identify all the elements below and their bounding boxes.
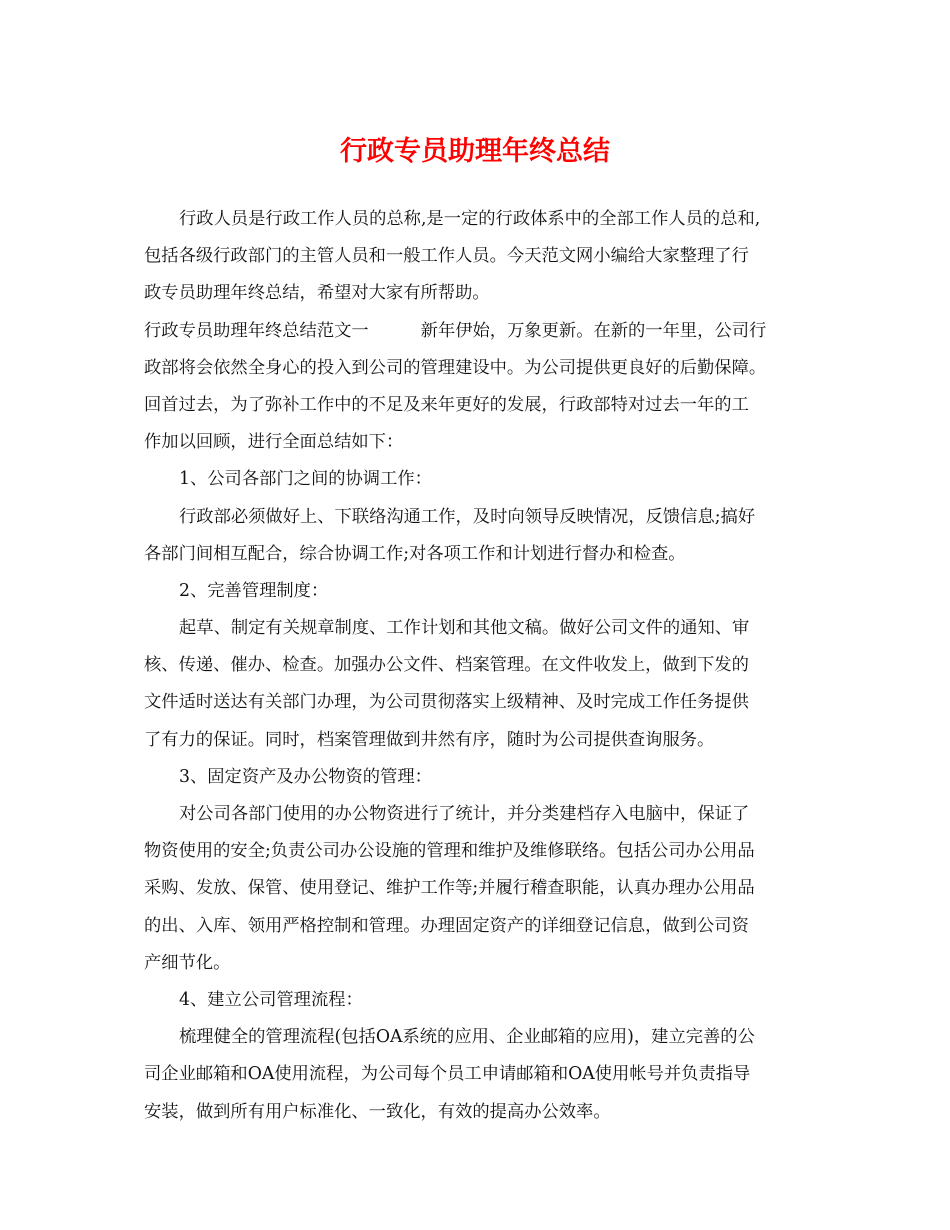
section-heading: 行政专员助理年终总结范文一 [144,320,369,341]
paragraph-line: 行政部必须做好上、下联络沟通工作，及时向领导反映情况，反馈信息;搞好 [179,506,756,527]
paragraph-line: 了有力的保证。同时，档案管理做到井然有序，随时为公司提供查询服务。 [144,729,715,750]
paragraph-line: 各部门间相互配合，综合协调工作;对各项工作和计划进行督办和检查。 [144,543,686,564]
paragraph-line: 物资使用的安全;负责公司办公设施的管理和维护及维修联络。包括公司办公用品 [144,841,755,862]
paragraph-line: 安装，做到所有用户标准化、一致化，有效的提高办公效率。 [144,1101,611,1122]
paragraph-text: 新年伊始，万象更新。在新的一年里，公司行 [420,320,767,341]
paragraph-line: 包括各级行政部门的主管人员和一般工作人员。今天范文网小编给大家整理了行 [144,246,749,267]
paragraph-line: 对公司各部门使用的办公物资进行了统计，并分类建档存入电脑中，保证了 [179,804,750,824]
document-body [144,201,808,1131]
list-heading: 2、完善管理制度： [179,580,329,601]
paragraph-line: 文件适时送达有关部门办理，为公司贯彻落实上级精神、及时完成工作任务提供 [144,692,749,713]
document-title: 行政专员助理年终总结 [340,136,610,167]
paragraph-line: 起草、制定有关规章制度、工作计划和其他文稿。做好公司文件的通知、审 [179,618,750,639]
paragraph-line: 核、传递、催办、检查。加强办公文件、档案管理。在文件收发上，做到下发的 [144,655,749,676]
list-heading: 1、公司各部门之间的协调工作： [179,469,432,490]
paragraph-line: 政部将会依然全身心的投入到公司的管理建设中。为公司提供更良好的后勤保障。 [144,357,767,378]
paragraph-line [144,313,808,350]
paragraph-line: 司企业邮箱和OA使用流程，为公司每个员工申请邮箱和OA使用帐号并负责指导 [144,1064,751,1085]
paragraph-line: 采购、发放、保管、使用登记、维护工作等;并履行稽查职能，认真办理办公用品 [144,878,755,899]
paragraph-line: 的出、入库、领用严格控制和管理。办理固定资产的详细登记信息，做到公司资 [144,915,749,936]
paragraph-line: 产细节化。 [144,952,231,973]
paragraph-line: 政专员助理年终总结，希望对大家有所帮助。 [144,283,490,304]
paragraph-line: 梳理健全的管理流程(包括OA系统的应用、企业邮箱的应用)，建立完善的公 [179,1027,755,1048]
paragraph-line: 行政人员是行政工作人员的总称,是一定的行政体系中的全部工作人员的总和, [179,209,761,229]
paragraph-line: 回首过去，为了弥补工作中的不足及来年更好的发展，行政部特对过去一年的工 [144,394,749,415]
list-heading: 4、建立公司管理流程： [179,989,363,1010]
paragraph-line: 作加以回顾，进行全面总结如下： [144,432,404,453]
list-heading: 3、固定资产及办公物资的管理： [179,766,432,787]
